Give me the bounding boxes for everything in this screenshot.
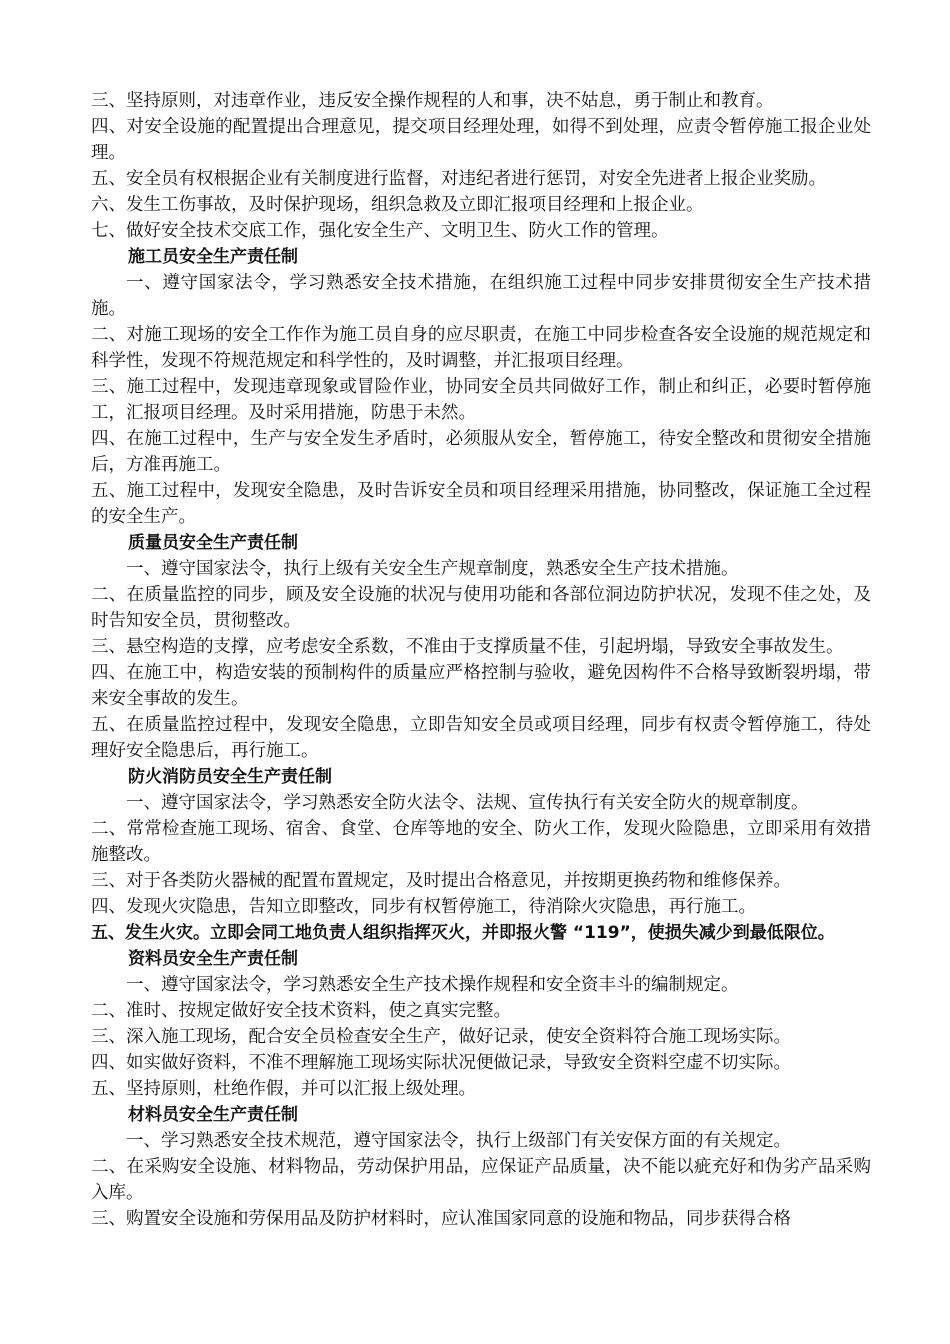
paragraph: 二、常常检查施工现场、宿舍、食堂、仓库等地的安全、防火工作，发现火险隐患，立即采用有效措施整改。: [91, 819, 871, 865]
section-heading: 施工员安全生产责任制: [128, 247, 298, 267]
paragraph: 一、遵守国家法令，学习熟悉安全防火法令、法规、宣传执行有关安全防火的规章制度。: [126, 793, 809, 813]
section-heading: 材料员安全生产责任制: [128, 1105, 298, 1125]
paragraph: 二、在质量监控的同步，顾及安全设施的状况与使用功能和各部位洞边防护状况，发现不佳之处，及时告知安全员，贯彻整改。: [91, 585, 871, 631]
paragraph: 四、如实做好资料，不准不理解施工现场实际状况便做记录，导致安全资料空虚不切实际。: [91, 1053, 791, 1073]
paragraph: 三、悬空构造的支撑，应考虑安全系数，不准由于支撑质量不佳，引起坍塌，导致安全事故发生。: [91, 637, 844, 657]
paragraph: 五、施工过程中，发现安全隐患，及时告诉安全员和项目经理采用措施，协同整改，保证施工全过程的安全生产。: [91, 481, 871, 527]
section-heading: 防火消防员安全生产责任制: [128, 767, 332, 787]
paragraph: 四、发现火灾隐患，告知立即整改，同步有权暂停施工，待消除火灾隐患，再行施工。: [91, 897, 756, 917]
paragraph: 六、发生工伤事故，及时保护现场，组织急救及立即汇报项目经理和上报企业。: [91, 195, 704, 215]
paragraph: 三、施工过程中，发现违章现象或冒险作业，协同安全员共同做好工作，制止和纠正，必要时暂停施工，汇报项目经理。及时采用措施，防患于未然。: [91, 377, 871, 423]
paragraph: 四、对安全设施的配置提出合理意见，提交项目经理处理，如得不到处理，应责令暂停施工报企业处理。: [91, 117, 871, 163]
paragraph: 三、深入施工现场，配合安全员检查安全生产，做好记录，使安全资料符合施工现场实际。: [91, 1027, 791, 1047]
paragraph: 一、学习熟悉安全技术规范，遵守国家法令，执行上级部门有关安保方面的有关规定。: [126, 1131, 791, 1151]
paragraph: 五、坚持原则，杜绝作假，并可以汇报上级处理。: [91, 1079, 476, 1099]
paragraph: 七、做好安全技术交底工作，强化安全生产、文明卫生、防火工作的管理。: [91, 221, 669, 241]
paragraph: 四、在施工过程中，生产与安全发生矛盾时，必须服从安全，暂停施工，待安全整改和贯彻安全措施后，方准再施工。: [91, 429, 871, 475]
paragraph: 四、在施工中，构造安装的预制构件的质量应严格控制与验收，避免因构件不合格导致断裂坍塌，带来安全事故的发生。: [91, 663, 871, 709]
paragraph: 三、坚持原则，对违章作业，违反安全操作规程的人和事，决不姑息，勇于制止和教育。: [91, 91, 774, 111]
section-heading: 质量员安全生产责任制: [128, 533, 298, 553]
paragraph: 一、遵守国家法令，学习熟悉安全技术措施，在组织施工过程中同步安排贯彻安全生产技术措施。: [91, 273, 871, 319]
paragraph: 一、遵守国家法令，学习熟悉安全生产技术操作规程和安全资丰斗的编制规定。: [126, 975, 739, 995]
section-heading: 资料员安全生产责任制: [128, 949, 298, 969]
bold-paragraph: 五、发生火灾。立即会同工地负责人组织指挥灭火，并即报火警 “119”，使损失减少到最低限位。: [91, 923, 835, 943]
paragraph: 一、遵守国家法令，执行上级有关安全生产规章制度，熟悉安全生产技术措施。: [126, 559, 739, 579]
paragraph: 二、对施工现场的安全工作作为施工员自身的应尽职责，在施工中同步检查各安全设施的规范规定和科学性，发现不符规范规定和科学性的，及时调整，并汇报项目经理。: [91, 325, 871, 371]
document-page: [91, 88, 871, 1232]
paragraph: 三、购置安全设施和劳保用品及防护材料时，应认准国家同意的设施和物品，同步获得合格: [91, 1209, 791, 1229]
paragraph: 二、在采购安全设施、材料物品，劳动保护用品，应保证产品质量，决不能以疵充好和伪劣产品采购入库。: [91, 1157, 871, 1203]
paragraph: 三、对于各类防火器械的配置布置规定，及时提出合格意见，并按期更换药物和维修保养。: [91, 871, 791, 891]
paragraph: 五、安全员有权根据企业有关制度进行监督，对违纪者进行惩罚，对安全先进者上报企业奖励。: [91, 169, 826, 189]
paragraph: 五、在质量监控过程中，发现安全隐患，立即告知安全员或项目经理，同步有权责令暂停施工，待处理好安全隐患后，再行施工。: [91, 715, 871, 761]
paragraph: 二、准时、按规定做好安全技术资料，使之真实完整。: [91, 1001, 511, 1021]
